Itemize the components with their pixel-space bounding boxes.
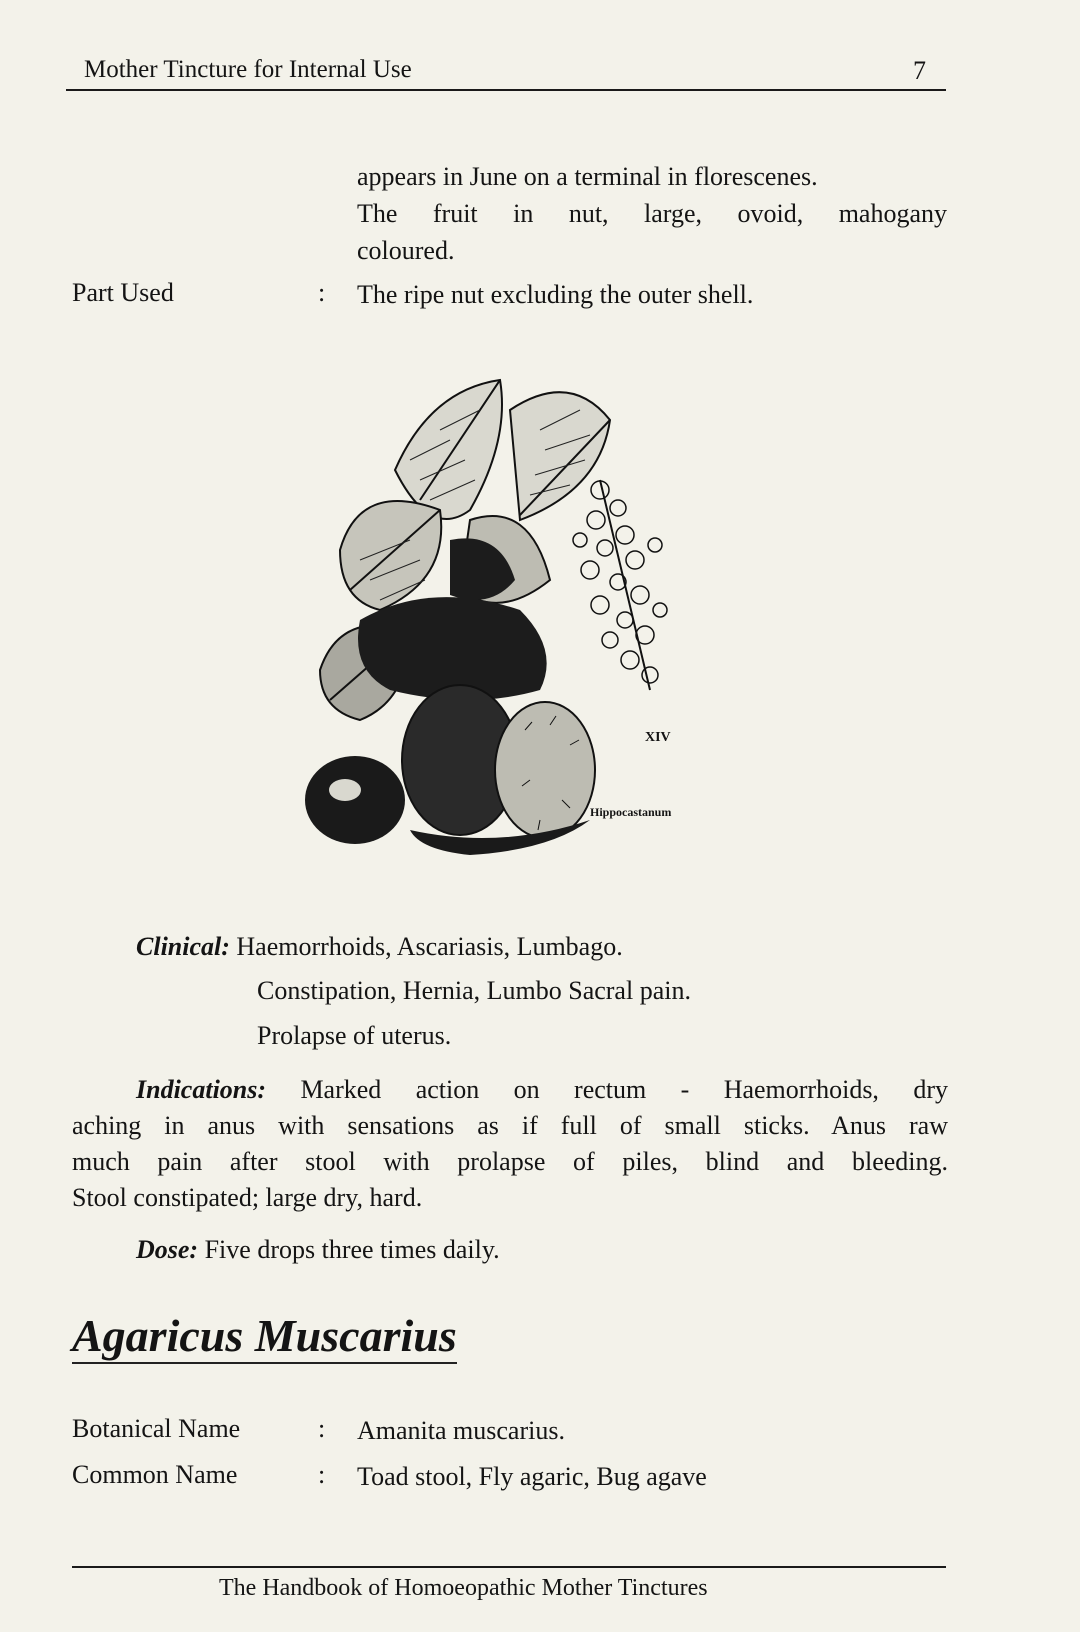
- part-used-label: Part Used: [72, 278, 174, 307]
- common-name-label: Common Name: [72, 1460, 238, 1489]
- description-line-2: The fruit in nut, large, ovoid, mahogany: [357, 199, 947, 228]
- clinical-line-1: [136, 928, 623, 965]
- running-header: Mother Tincture for Internal Use: [84, 56, 412, 83]
- section-heading: Agaricus Muscarius: [72, 1310, 457, 1364]
- indications-line-1: [136, 1071, 948, 1108]
- part-used-value: The ripe nut excluding the outer shell.: [357, 280, 754, 309]
- indications-line-3: much pain after stool with prolapse of piles, blind and bleeding.: [72, 1147, 948, 1176]
- indications-value-1: Marked action on rectum - Haemorrhoids, dry: [300, 1075, 948, 1104]
- running-footer: The Handbook of Homoeopathic Mother Tinctures: [219, 1575, 708, 1601]
- page-number: 7: [913, 56, 926, 85]
- dose-label: Dose:: [136, 1235, 199, 1264]
- clinical-value-1: Haemorrhoids, Ascariasis, Lumbago.: [236, 932, 623, 961]
- clinical-line-2: Constipation, Hernia, Lumbo Sacral pain.: [257, 976, 691, 1005]
- part-used-colon: :: [318, 278, 326, 307]
- common-name-value: Toad stool, Fly agaric, Bug agave: [357, 1462, 707, 1491]
- dose-value: Five drops three times daily.: [204, 1235, 500, 1264]
- indications-label: Indications:: [136, 1075, 267, 1104]
- description-line-1: appears in June on a terminal in florescenes.: [357, 162, 818, 191]
- indications-line-2: aching in anus with sensations as if full of small sticks. Anus raw: [72, 1111, 948, 1140]
- clinical-line-3: Prolapse of uterus.: [257, 1021, 452, 1050]
- header-rule: [66, 89, 946, 91]
- botanical-name-colon: :: [318, 1414, 326, 1443]
- indications-line-4: Stool constipated; large dry, hard.: [72, 1183, 423, 1212]
- illustration-caption: Hippocastanum: [590, 805, 672, 819]
- common-name-colon: :: [318, 1460, 326, 1489]
- dose-line: [136, 1231, 500, 1268]
- botanical-name-label: Botanical Name: [72, 1414, 241, 1443]
- illustration-mark: XIV: [645, 730, 671, 745]
- description-line-3: coloured.: [357, 236, 455, 265]
- clinical-label: Clinical:: [136, 932, 230, 961]
- footer-rule: [72, 1566, 946, 1568]
- botanical-name-value: Amanita muscarius.: [357, 1416, 565, 1445]
- plant-illustration: [300, 350, 720, 880]
- horse-chestnut-drawing: [300, 350, 720, 880]
